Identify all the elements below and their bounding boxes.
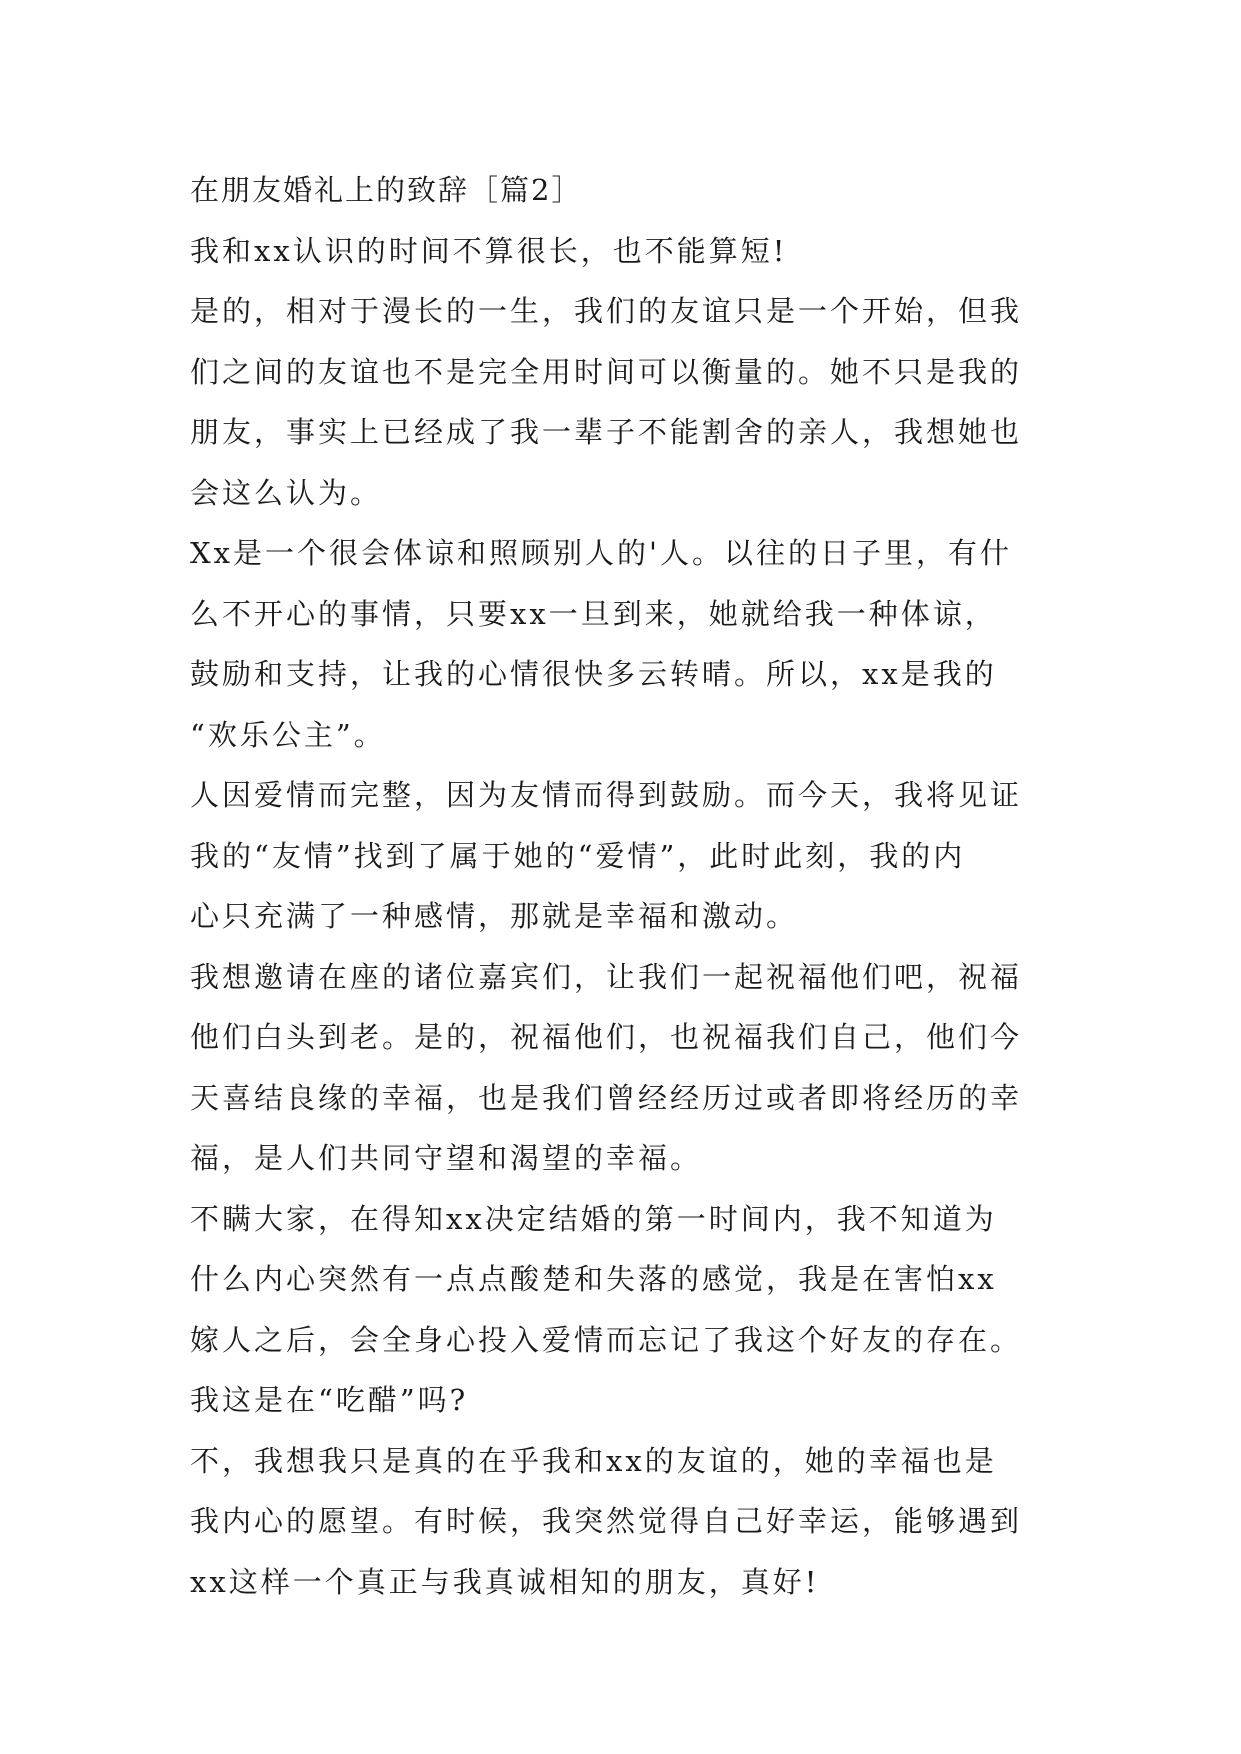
- document-title: 在朋友婚礼上的致辞［篇2］: [190, 173, 583, 207]
- text-line: 我和xx认识的时间不算很长，也不能算短!: [190, 233, 788, 268]
- text-line: 我想邀请在座的诸位嘉宾们，让我们一起祝福他们吧，祝福: [190, 959, 1023, 994]
- text-line: 不，我想我只是真的在乎我和xx的友谊的，她的幸福也是: [190, 1443, 997, 1478]
- text-line: 嫁人之后，会全身心投入爱情而忘记了我这个好友的存在。: [190, 1322, 1023, 1357]
- document-body: [190, 160, 1090, 1612]
- text-line: 我的“友情”找到了属于她的“爱情”，此时此刻，我的内: [190, 838, 966, 873]
- text-line: 是的，相对于漫长的一生，我们的友谊只是一个开始，但我: [190, 294, 1023, 328]
- text-line: 心只充满了一种感情，那就是幸福和激动。: [190, 899, 799, 933]
- text-line: 不瞒大家，在得知xx决定结婚的第一时间内，我不知道为: [190, 1201, 997, 1236]
- text-line: 人因爱情而完整，因为友情而得到鼓励。而今天，我将见证: [190, 778, 1023, 812]
- text-line: xx这样一个真正与我真诚相知的朋友，真好!: [190, 1564, 820, 1599]
- text-line: 他们白头到老。是的，祝福他们，也祝福我们自己，他们今: [190, 1020, 1023, 1054]
- text-line: 鼓励和支持，让我的心情很快多云转晴。所以，xx是我的: [190, 657, 997, 691]
- text-line: “欢乐公主”。: [190, 717, 386, 752]
- text-line: 会这么认为。: [190, 475, 383, 510]
- text-line: 我内心的愿望。有时候，我突然觉得自己好幸运，能够遇到: [190, 1504, 1023, 1538]
- text-line: 我这是在“吃醋”吗?: [190, 1383, 469, 1417]
- text-line: 么不开心的事情，只要xx一旦到来，她就给我一种体谅，: [190, 596, 997, 631]
- text-line: 福，是人们共同守望和渴望的幸福。: [190, 1141, 703, 1175]
- text-line: 朋友，事实上已经成了我一辈子不能割舍的亲人，我想她也: [190, 415, 1023, 449]
- text-line: 们之间的友谊也不是完全用时间可以衡量的。她不只是我的: [190, 354, 1023, 389]
- text-line: Xx是一个很会体谅和照顾别人的'人。以往的日子里，有什: [190, 536, 1012, 570]
- text-line: 什么内心突然有一点点酸楚和失落的感觉，我是在害怕xx: [190, 1262, 997, 1296]
- text-line: 天喜结良缘的幸福，也是我们曾经经历过或者即将经历的幸: [190, 1080, 1023, 1115]
